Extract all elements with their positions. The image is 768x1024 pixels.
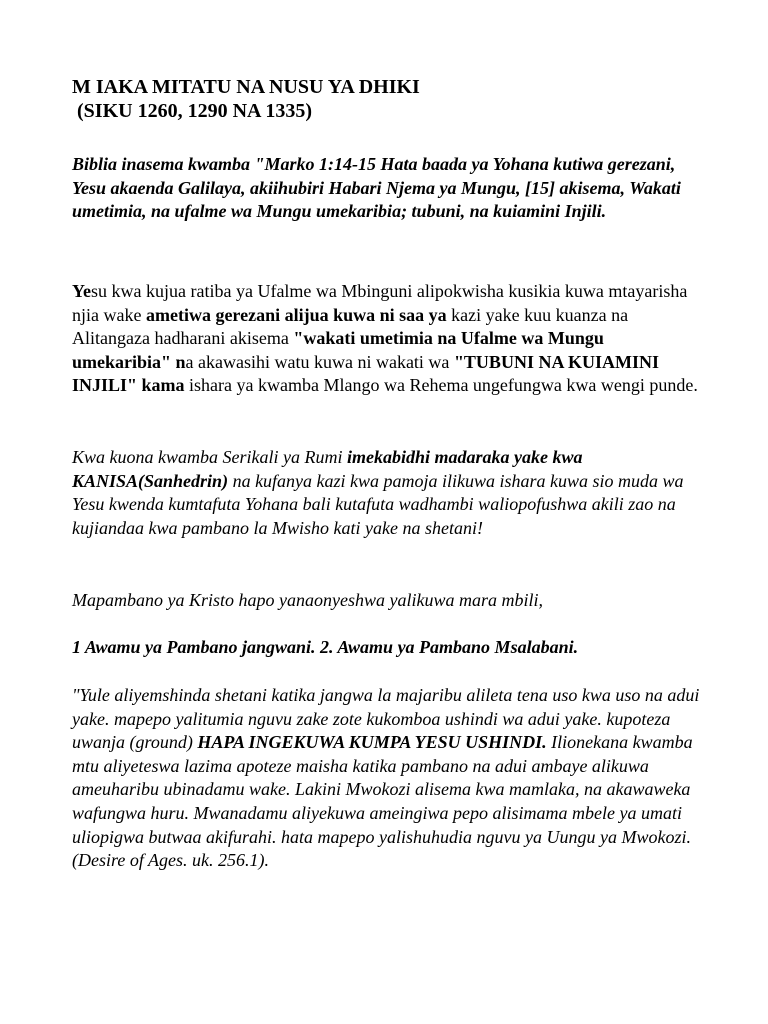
text-run: su kwa kujua ratiba ya Ufalme wa Mbinguni alipokwisha kusikia kuwa mtayarisha njia wake (72, 281, 688, 325)
text-run: "Yule aliyemshinda shetani katika jangwa la majaribu alileta tena uso kwa uso na adui yake. mapepo yalitumia nguvu zake zote kukomboa ushindi wa adui yake. kupoteza uwanja (ground) (72, 685, 700, 753)
text-run: imekabidhi madaraka yake kwa KANISA(Sanhedrin) (72, 447, 583, 491)
text-run: "wakati umetimia na Ufalme wa Mungu umekaribia" n (72, 328, 604, 372)
title-line-2: (SIKU 1260, 1290 NA 1335) (72, 100, 313, 122)
title-line-1: M IAKA MITATU NA NUSU YA DHIKI (72, 76, 420, 98)
text-run: ishara ya kwamba Mlango wa Rehema ungefungwa kwa wengi punde. (184, 375, 698, 396)
text-run: Ye (72, 281, 91, 301)
text-run: na kufanya kazi kwa pamoja ilikuwa ishara kuwa sio muda wa Yesu kwenda kumtafuta Yohana bali kutafuta wadhambi waliopofushwa akili zao na kujiandaa kwa pambano la Mwisho kati yake na shetani! (72, 470, 684, 538)
text-run: HAPA INGEKUWA KUMPA YESU USHINDI. (197, 732, 547, 753)
body-paragraph-1 (72, 280, 702, 398)
text-run: a akawasihi watu kuwa ni wakati wa (185, 351, 454, 372)
text-run: Ilionekana kwamba mtu aliyeteswa lazima apoteze maisha katika pambano na adui ambaye alikuwa ameuharibu ubinadamu wake. Lakini Mwokozi alisema kwa mamlaka, na akawaweka wafungwa huru. Mwanadamu aliyekuwa ameingiwa pepo alisimama mbele ya umati uliopigwa butwaa akifurahi. hata mapepo yalishuhudia nguvu ya Uungu ya Mwokozi. (Desire of Ages. uk. 256.1). (72, 732, 693, 871)
body-paragraph-2 (72, 446, 702, 540)
text-run: "TUBUNI NA KUIAMINI INJILI" kama (72, 351, 659, 396)
text-run: Kwa kuona kwamba Serikali ya Rumi (72, 447, 347, 467)
body-paragraph-3: Mapambano ya Kristo hapo yanaonyeshwa yalikuwa mara mbili, (72, 590, 543, 610)
scripture-quote-paragraph: Biblia inasema kwamba "Marko 1:14-15 Hata baada ya Yohana kutiwa gerezani, Yesu akaenda Galilaya, akiihubiri Habari Njema ya Mungu, [15] akisema, Wakati umetimia, na ufalme wa Mungu umekaribia; tubuni, na kuiamini Injili. (72, 154, 681, 222)
quotation-paragraph (72, 684, 702, 873)
document-title (72, 75, 702, 123)
body-paragraph-4: 1 Awamu ya Pambano jangwani. 2. Awamu ya Pambano Msalabani. (72, 637, 579, 657)
text-run: ametiwa gerezani alijua kuwa ni saa ya (145, 304, 447, 325)
text-run: kazi yake kuu kuanza na Alitangaza hadharani akisema (72, 304, 629, 349)
